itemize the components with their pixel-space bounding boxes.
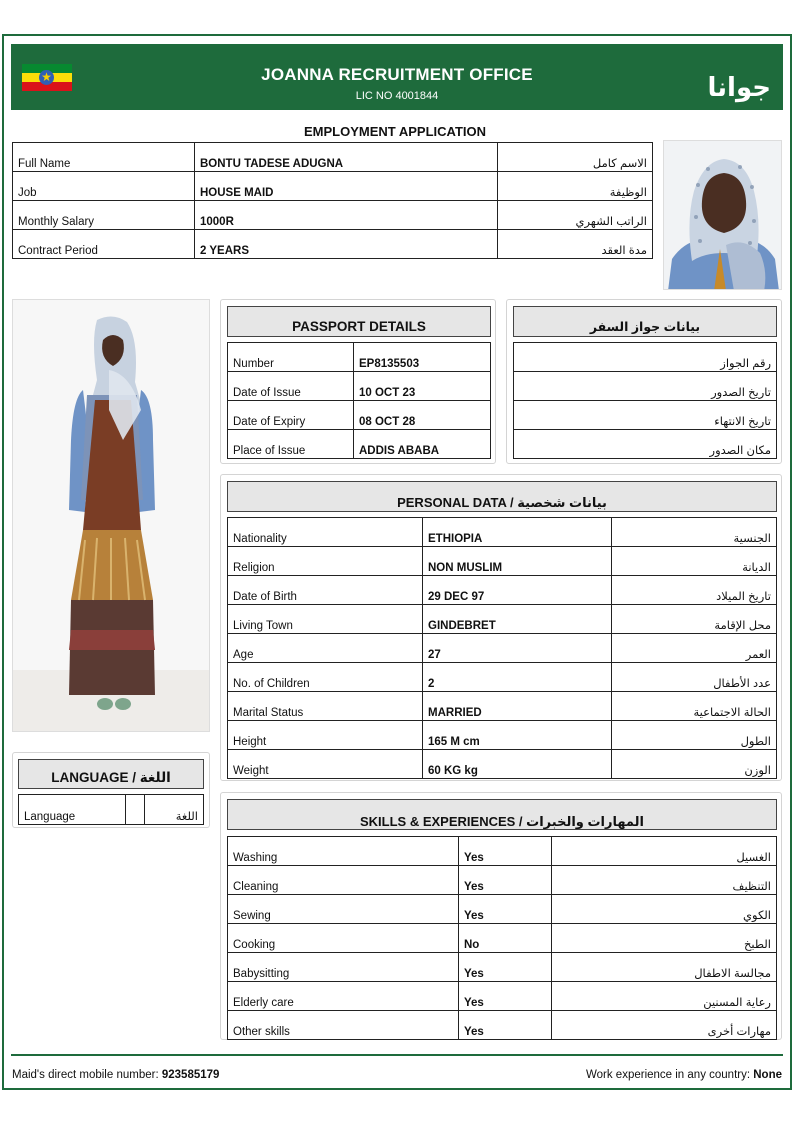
full-body-photo	[12, 299, 210, 732]
summary-label: Monthly Salary	[13, 201, 195, 230]
personal-value: 27	[423, 634, 612, 663]
table-row	[514, 343, 777, 372]
passport-value: EP8135503	[354, 343, 491, 372]
personal-heading-en: PERSONAL DATA /	[397, 495, 518, 510]
skills-label-arabic: الكوي	[552, 895, 777, 924]
personal-value: GINDEBRET	[423, 605, 612, 634]
personal-value: 2	[423, 663, 612, 692]
table-row	[228, 692, 777, 721]
personal-label-arabic: الديانة	[612, 547, 777, 576]
personal-label-arabic: تاريخ الميلاد	[612, 576, 777, 605]
personal-value: 29 DEC 97	[423, 576, 612, 605]
mobile-number	[12, 1069, 219, 1081]
personal-label-arabic: عدد الأطفال	[612, 663, 777, 692]
language-label: Language	[19, 795, 126, 825]
personal-label-arabic: الوزن	[612, 750, 777, 779]
table-row	[228, 721, 777, 750]
skills-label: Cooking	[228, 924, 459, 953]
summary-row	[13, 172, 653, 201]
skills-label-arabic: مجالسة الاطفال	[552, 953, 777, 982]
table-row	[514, 401, 777, 430]
table-row	[228, 982, 777, 1011]
skills-value: Yes	[459, 1011, 552, 1040]
passport-label-arabic: تاريخ الصدور	[514, 372, 777, 401]
personal-label: Age	[228, 634, 423, 663]
summary-value: BONTU TADESE ADUGNA	[195, 143, 498, 172]
ethiopia-flag-icon: ★	[22, 64, 72, 91]
personal-data-panel	[220, 474, 782, 781]
personal-label-arabic: الطول	[612, 721, 777, 750]
personal-label: Marital Status	[228, 692, 423, 721]
table-row	[228, 401, 491, 430]
skills-heading	[227, 799, 777, 830]
summary-label: Full Name	[13, 143, 195, 172]
language-heading: LANGUAGE / اللغة	[18, 759, 204, 789]
passport-panel-arabic	[506, 299, 782, 464]
form-title: EMPLOYMENT APPLICATION	[304, 124, 486, 139]
summary-table	[12, 142, 653, 259]
personal-label: No. of Children	[228, 663, 423, 692]
summary-label-arabic: الاسم كامل	[498, 143, 653, 172]
skills-value: Yes	[459, 895, 552, 924]
table-row	[228, 750, 777, 779]
skills-label: Elderly care	[228, 982, 459, 1011]
personal-label: Nationality	[228, 518, 423, 547]
skills-panel	[220, 792, 782, 1040]
summary-value: 1000R	[195, 201, 498, 230]
personal-label: Height	[228, 721, 423, 750]
personal-label: Date of Birth	[228, 576, 423, 605]
personal-value: 60 KG kg	[423, 750, 612, 779]
office-name-arabic: جوانا	[707, 72, 771, 102]
summary-label: Job	[13, 172, 195, 201]
passport-heading-arabic: بيانات جواز السفر	[513, 306, 777, 337]
work-experience	[586, 1069, 782, 1081]
summary-label-arabic: الوظيفة	[498, 172, 653, 201]
summary-label-arabic: مدة العقد	[498, 230, 653, 259]
passport-label: Date of Expiry	[228, 401, 354, 430]
table-row	[228, 430, 491, 459]
skills-label: Other skills	[228, 1011, 459, 1040]
license-number: LIC NO 4001844	[355, 90, 439, 102]
summary-label: Contract Period	[13, 230, 195, 259]
table-row	[514, 372, 777, 401]
office-name: JOANNA RECRUITMENT OFFICE	[261, 65, 533, 84]
skills-label: Washing	[228, 837, 459, 866]
table-row	[228, 372, 491, 401]
experience-label: Work experience in any country:	[585, 1069, 751, 1081]
skills-table	[227, 836, 777, 1040]
mobile-label: Maid's direct mobile number:	[12, 1069, 159, 1081]
table-row	[228, 576, 777, 605]
table-row	[228, 895, 777, 924]
skills-value: Yes	[459, 866, 552, 895]
passport-panel	[220, 299, 496, 464]
table-row	[19, 795, 204, 825]
skills-value: Yes	[459, 953, 552, 982]
table-row	[228, 837, 777, 866]
skills-label: Cleaning	[228, 866, 459, 895]
passport-label-arabic: مكان الصدور	[514, 430, 777, 459]
passport-value: 10 OCT 23	[354, 372, 491, 401]
summary-value: HOUSE MAID	[195, 172, 498, 201]
passport-label: Date of Issue	[228, 372, 354, 401]
personal-label-arabic: الحالة الاجتماعية	[612, 692, 777, 721]
skills-value: No	[459, 924, 552, 953]
skills-label: Sewing	[228, 895, 459, 924]
passport-label: Number	[228, 343, 354, 372]
passport-table	[227, 342, 491, 459]
table-row	[228, 924, 777, 953]
table-row	[514, 430, 777, 459]
passport-label-arabic: تاريخ الانتهاء	[514, 401, 777, 430]
skills-label-arabic: الغسيل	[552, 837, 777, 866]
passport-label-arabic: رقم الجواز	[514, 343, 777, 372]
personal-label: Weight	[228, 750, 423, 779]
personal-heading-ar: بيانات شخصية	[517, 495, 607, 510]
passport-table-arabic	[513, 342, 777, 459]
skills-label: Babysitting	[228, 953, 459, 982]
personal-label: Living Town	[228, 605, 423, 634]
portrait-photo	[663, 140, 782, 290]
language-label-arabic: اللغة	[145, 795, 204, 825]
summary-label-arabic: الراتب الشهري	[498, 201, 653, 230]
passport-heading: PASSPORT DETAILS	[227, 306, 491, 337]
personal-value: MARRIED	[423, 692, 612, 721]
passport-label: Place of Issue	[228, 430, 354, 459]
passport-value: ADDIS ABABA	[354, 430, 491, 459]
skills-label-arabic: رعاية المسنين	[552, 982, 777, 1011]
personal-label: Religion	[228, 547, 423, 576]
table-row	[228, 547, 777, 576]
skills-heading-ar: المهارات والخبرات	[526, 814, 644, 829]
summary-row	[13, 230, 653, 259]
table-row	[228, 953, 777, 982]
experience-value: None	[753, 1069, 782, 1081]
skills-label-arabic: مهارات أخرى	[552, 1011, 777, 1040]
table-row	[228, 518, 777, 547]
table-row	[228, 605, 777, 634]
personal-data-heading	[227, 481, 777, 512]
personal-label-arabic: العمر	[612, 634, 777, 663]
footer-divider	[11, 1054, 783, 1056]
table-row	[228, 634, 777, 663]
passport-value: 08 OCT 28	[354, 401, 491, 430]
personal-value: 165 M cm	[423, 721, 612, 750]
personal-label-arabic: محل الإقامة	[612, 605, 777, 634]
personal-data-table	[227, 517, 777, 779]
language-panel	[12, 752, 210, 828]
header-banner	[11, 44, 783, 110]
summary-value: 2 YEARS	[195, 230, 498, 259]
skills-heading-en: SKILLS & EXPERIENCES /	[360, 814, 527, 829]
table-row	[228, 1011, 777, 1040]
table-row	[228, 343, 491, 372]
personal-value: ETHIOPIA	[423, 518, 612, 547]
language-table	[18, 794, 204, 825]
summary-row	[13, 201, 653, 230]
skills-value: Yes	[459, 837, 552, 866]
table-row	[228, 866, 777, 895]
mobile-value: 923585179	[161, 1069, 220, 1081]
skills-value: Yes	[459, 982, 552, 1011]
personal-value: NON MUSLIM	[423, 547, 612, 576]
skills-label-arabic: الطبخ	[552, 924, 777, 953]
table-row	[228, 663, 777, 692]
language-value	[126, 795, 145, 825]
personal-label-arabic: الجنسية	[612, 518, 777, 547]
skills-label-arabic: التنظيف	[552, 866, 777, 895]
summary-row	[13, 143, 653, 172]
